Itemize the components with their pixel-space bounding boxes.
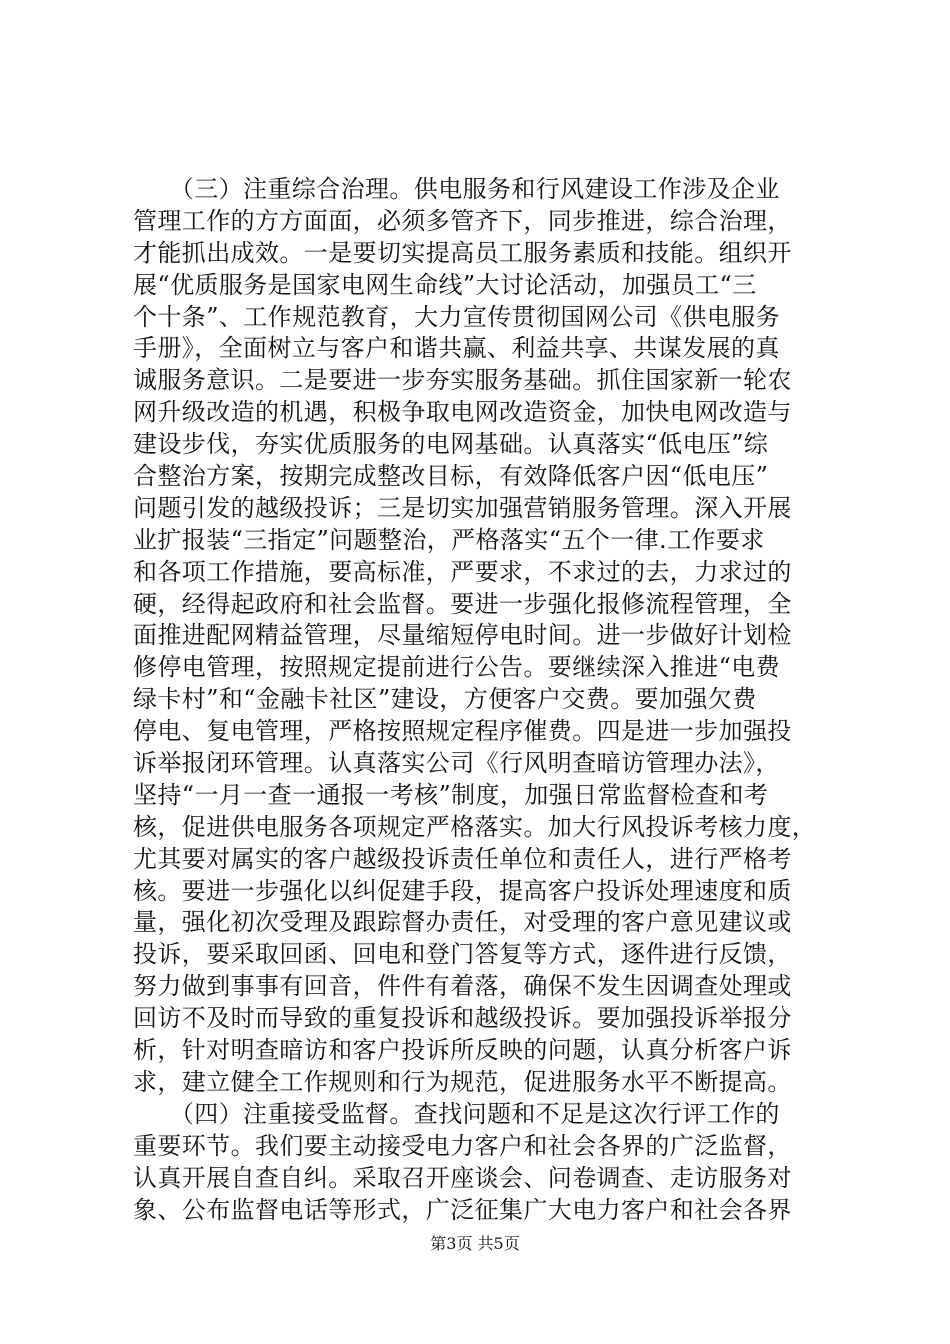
text-line: 个十条”、工作规范教育，大力宣传贯彻国网公司《供电服务 — [133, 302, 781, 331]
text-line: 象、公布监督电话等形式，广泛征集广大电力客户和社会各界 — [133, 1195, 792, 1224]
text-line: 硬，经得起政府和社会监督。要进一步强化报修流程管理，全 — [133, 589, 792, 618]
text-line: 和各项工作措施，要高标准，严要求，不求过的去，力求过的 — [133, 557, 792, 586]
page-number-footer: 第3页 共5页 — [430, 1234, 520, 1253]
body-text — [133, 174, 833, 1226]
text-line: 问题引发的越级投诉；三是切实加强营销服务管理。深入开展 — [133, 493, 792, 522]
text-line: 业扩报装“三指定”问题整治，严格落实“五个一律.工作要求 — [133, 525, 765, 554]
text-line: 才能抓出成效。一是要切实提高员工服务素质和技能。组织开 — [133, 238, 792, 267]
text-line: 管理工作的方方面面，必须多管齐下，同步推进，综合治理， — [133, 206, 792, 235]
text-line: 投诉，要采取回函、回电和登门答复等方式，逐件进行反馈， — [133, 940, 792, 969]
text-line: （三）注重综合治理。供电服务和行风建设工作涉及企业 — [133, 175, 780, 203]
text-line: 努力做到事事有回音，件件有着落，确保不发生因调查处理或 — [133, 972, 792, 1001]
text-line: （四）注重接受监督。查找问题和不足是这次行评工作的 — [133, 1099, 780, 1128]
text-line: 网升级改造的机遇，积极争取电网改造资金，加快电网改造与 — [133, 398, 792, 427]
text-line: 核。要进一步强化以纠促建手段，提高客户投诉处理速度和质 — [133, 876, 792, 905]
text-line: 诚服务意识。二是要进一步夯实服务基础。抓住国家新一轮农 — [133, 366, 792, 395]
text-line: 手册》，全面树立与客户和谐共赢、利益共享、共谋发展的真 — [133, 334, 780, 363]
text-line: 核，促进供电服务各项规定严格落实。加大行风投诉考核力度， — [133, 812, 817, 841]
text-line: 绿卡村”和“金融卡社区”建设，方便客户交费。要加强欠费 — [133, 685, 757, 714]
text-line: 诉举报闭环管理。认真落实公司《行风明查暗访管理办法》， — [133, 749, 780, 778]
text-line: 停电、复电管理，严格按照规定程序催费。四是进一步加强投 — [133, 717, 792, 746]
text-line: 建设步伐，夯实优质服务的电网基础。认真落实“低电压”综 — [133, 430, 769, 459]
text-line: 重要环节。我们要主动接受电力客户和社会各界的广泛监督， — [133, 1131, 792, 1160]
text-line: 展“优质服务是国家电网生命线”大讨论活动，加强员工“三 — [133, 270, 757, 299]
text-line: 认真开展自查自纠。采取召开座谈会、问卷调查、走访服务对 — [133, 1163, 792, 1192]
text-line: 修停电管理，按照规定提前进行公告。要继续深入推进“电费 — [133, 653, 781, 682]
text-line: 面推进配网精益管理，尽量缩短停电时间。进一步做好计划检 — [133, 621, 792, 650]
text-line: 析，针对明查暗访和客户投诉所反映的问题，认真分析客户诉 — [133, 1036, 792, 1065]
text-line: 回访不及时而导致的重复投诉和越级投诉。要加强投诉举报分 — [133, 1004, 792, 1033]
text-line: 量，强化初次受理及跟踪督办责任，对受理的客户意见建议或 — [133, 908, 792, 937]
text-line: 尤其要对属实的客户越级投诉责任单位和责任人，进行严格考 — [133, 844, 792, 873]
text-line: 合整治方案，按期完成整改目标，有效降低客户因“低电压” — [133, 462, 769, 491]
text-line: 坚持“一月一查一通报一考核”制度，加强日常监督检查和考 — [133, 780, 769, 809]
text-line: 求，建立健全工作规则和行为规范，促进服务水平不断提高。 — [133, 1067, 792, 1096]
